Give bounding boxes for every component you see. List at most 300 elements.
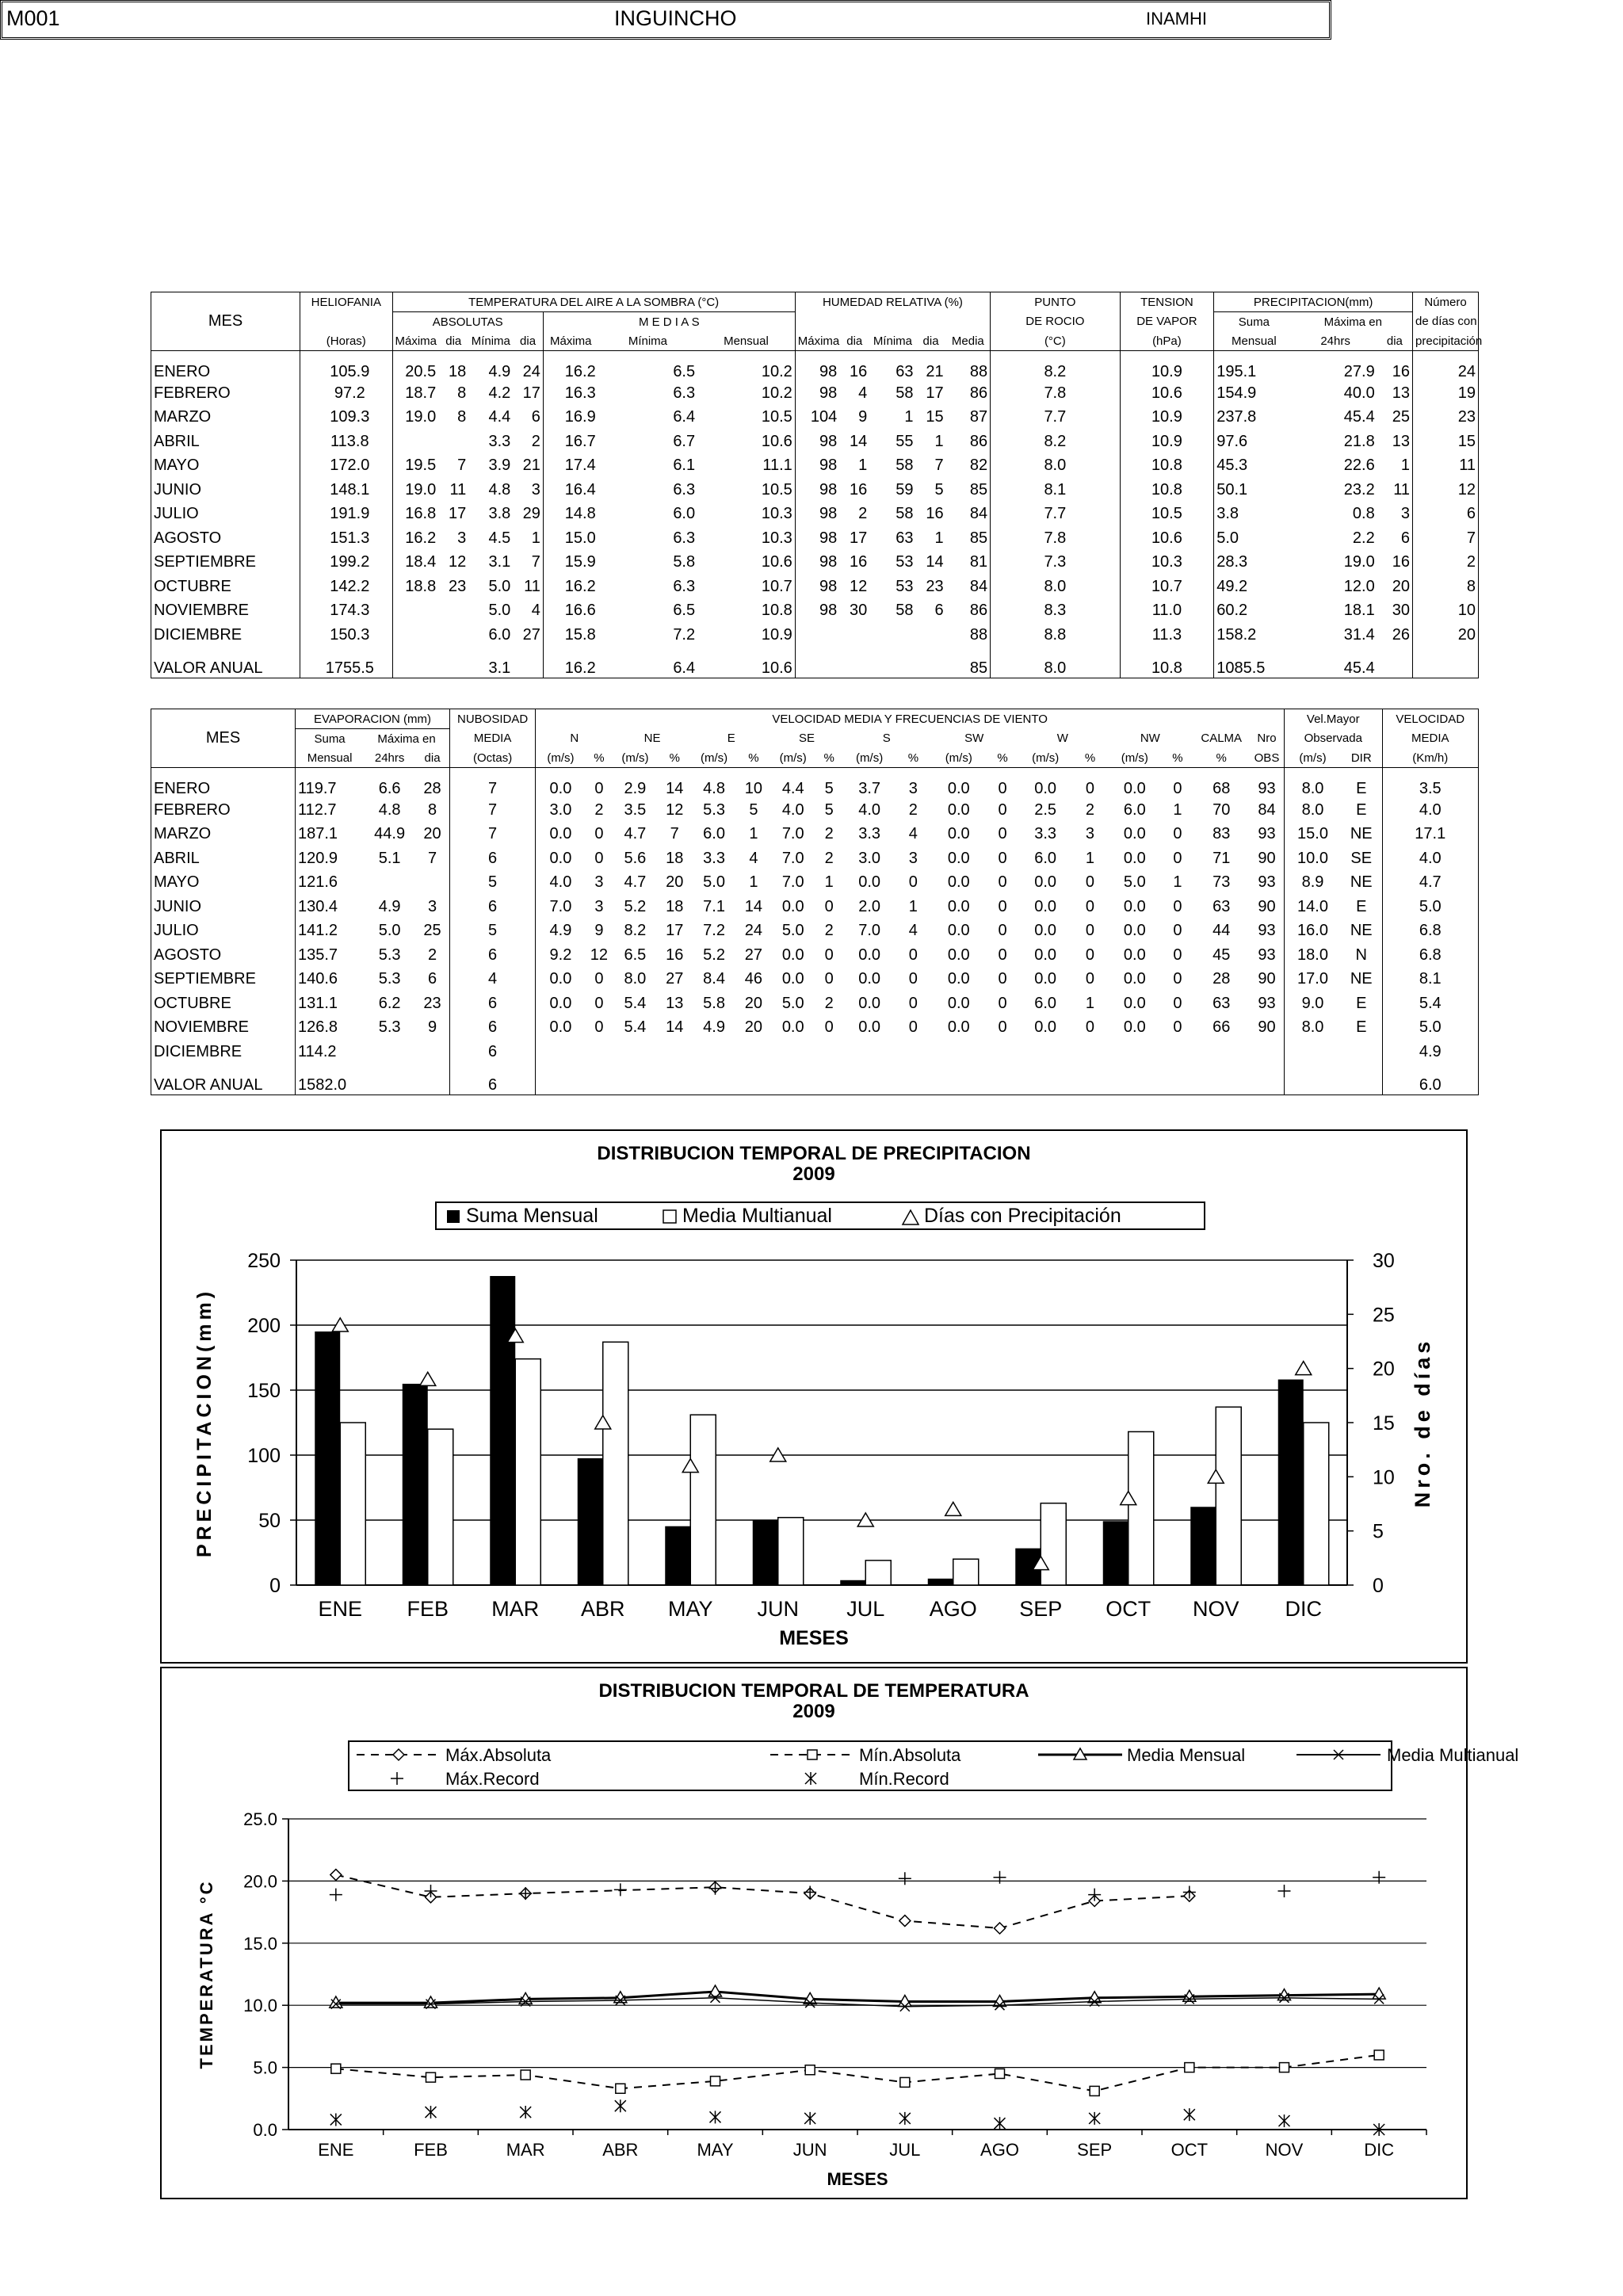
cell-value: 6.0 [703,825,725,843]
bar-suma-mensual [1278,1380,1304,1585]
cell-value: 3 [896,768,930,799]
cell-value: 16.7 [543,430,598,454]
cell-value: 0.0 [1123,994,1146,1012]
cell-value: 3.0 [858,849,881,867]
cell-value: 20 [415,823,449,847]
cell-value: 10.5 [697,406,795,430]
cell-value: 11.3 [1120,623,1214,648]
month-label: JUNIO [151,895,296,919]
x-tick-label: ENE [318,2140,354,2160]
cell-value: 18 [438,351,468,382]
cell-value: 10.8 [1120,648,1214,678]
y2-axis-label: Nro. de días [1411,1337,1434,1508]
cell-value: 120.9 [295,846,364,871]
cell-value [869,648,915,678]
marker-plus [804,1886,816,1899]
month-label: MARZO [151,823,296,847]
cell-value: 16 [1377,551,1413,575]
cell-value: 10.3 [1120,551,1214,575]
table-row [151,1016,1479,1041]
cell-value [438,648,468,678]
cell-value: 5 [449,871,535,896]
marker-star [1089,2112,1100,2125]
cell-value: 1 [858,457,868,475]
marker-star [995,2117,1006,2130]
cell-value: 0.0 [1123,1018,1146,1037]
cell-value: 13 [666,994,684,1012]
station-code: M001 [6,6,60,30]
cell-value: 150.3 [300,623,392,648]
cell-value: 88 [946,351,991,382]
cell-value: 10.5 [697,478,795,502]
cell-value: 4 [858,384,868,402]
cell-value: 98 [819,457,838,475]
cell-value: 1 [904,408,914,426]
cell-value: 6.8 [1382,919,1479,944]
cell-value [1285,1040,1341,1064]
series-line-1 [336,2055,1379,2091]
cell-value: 90 [1250,1016,1285,1041]
annual-row [151,1064,1479,1095]
h-pct: % [1162,748,1193,768]
cell-value: 8.1 [1382,968,1479,992]
cell-value: 93 [1250,871,1285,896]
x-tick-label: SEP [1077,2140,1113,2160]
cell-value: 16 [1377,351,1413,382]
cell-value: 58 [896,505,914,523]
cell-value: 0 [594,970,604,988]
cell-value: 4.9 [703,1018,725,1037]
cell-value: 0.8 [1352,505,1375,523]
cell-value: 19.0 [392,406,438,430]
cell-value: 21 [916,351,946,382]
cell-value: 0.0 [781,970,804,988]
cell-value: 135.7 [295,943,364,968]
cell-value: 7 [449,823,535,847]
cell-value [771,1040,815,1064]
cell-value: 20 [1377,575,1413,599]
cell-value: 7.2 [673,625,696,644]
y-tick-label: 10.0 [243,1996,277,2016]
cell-value: 0.0 [781,897,804,915]
cell-value: 28 [1212,970,1231,988]
x-tick-label: AGO [929,1597,977,1621]
cell-value: 1582.0 [295,1064,364,1095]
cell-value: 6 [1413,502,1479,527]
cell-value: 9 [858,408,868,426]
marker-square [426,2073,436,2082]
cell-value: 3.5 [1382,768,1479,799]
cell-value: 16.9 [543,406,598,430]
marker-square [1185,2063,1194,2073]
bar-media-multianual [778,1518,804,1585]
legend-label: Máx.Absoluta [445,1745,552,1765]
annual-row [151,648,1479,678]
cell-value: 3.0 [549,800,572,819]
cell-value: 93 [1250,991,1285,1016]
cell-value: 2 [531,432,540,450]
cell-value: 10.6 [1120,526,1214,551]
cell-value: 28 [415,768,449,799]
cell-value [364,1040,415,1064]
cell-value: 2 [594,800,604,819]
x-tick-label: FEB [407,1597,449,1621]
cell-value: 119.7 [295,768,364,799]
cell-value: 5.0 [488,577,511,595]
y-tick-label: 5.0 [253,2057,277,2078]
cell-value [438,599,468,624]
cell-value: 7.0 [781,849,804,867]
h-tmin-med: Mínima [598,331,697,351]
h-calma-pct: % [1193,748,1249,768]
cell-value: 4.8 [378,800,401,819]
cell-value: 172.0 [300,454,392,479]
cell-value: 10.7 [697,575,795,599]
cell-value: 18.7 [392,381,438,406]
cell-value: 5.4 [1382,991,1479,1016]
cell-value [364,1064,415,1095]
h-dir-w: W [1056,732,1068,746]
h-evap-dia: dia [415,748,449,768]
x-tick-label: SEP [1019,1597,1063,1621]
cell-value: 2 [415,943,449,968]
cell-value: 16.6 [543,599,598,624]
cell-value: 3 [908,849,918,867]
cell-value: 17 [926,384,944,402]
cell-value: 191.9 [300,502,392,527]
cell-value [869,623,915,648]
cell-value: 4.2 [488,384,511,402]
cell-value: 9.2 [549,946,572,964]
h-tension-unit: (hPa) [1120,331,1214,351]
cell-value: 7.8 [991,381,1120,406]
cell-value [392,623,438,648]
h-ms: (m/s) [536,748,586,768]
marker-plus [519,1887,532,1900]
cell-value: 8.0 [991,648,1120,678]
cell-value: N [1341,943,1382,968]
cell-value: 0 [908,1018,918,1037]
cell-value: 4.0 [1382,798,1479,823]
cell-value [736,1064,770,1095]
cell-value: 45.3 [1216,457,1248,475]
cell-value: 10.8 [1120,454,1214,479]
cell-value [513,648,543,678]
h-vel-unit: (Km/h) [1382,748,1479,768]
marker-star [1184,2108,1195,2121]
cell-value: 1 [1173,800,1182,819]
x-tick-label: JUL [846,1597,885,1621]
cell-value: 0 [908,946,918,964]
x-tick-label: MAY [667,1597,713,1621]
table-row [151,599,1479,624]
cell-value: 44.9 [374,825,406,843]
cell-value: 15.8 [543,623,598,648]
h-tmens: Mensual [697,331,795,351]
h-pct: % [736,748,770,768]
cell-value: 5.3 [378,946,401,964]
chart-title: DISTRIBUCION TEMPORAL DE TEMPERATURA [598,1680,1029,1702]
cell-value: 5.3 [703,800,725,819]
legend-swatch-media [663,1210,676,1223]
h-pct: % [987,748,1018,768]
month-label: OCTUBRE [151,991,296,1016]
cell-value: 6.3 [673,577,696,595]
cell-value [1413,648,1479,678]
cell-value [815,1040,843,1064]
h-ms: (m/s) [930,748,987,768]
y-tick-label: 200 [247,1315,281,1337]
cell-value: 16 [850,480,868,499]
cell-value: 12 [449,553,467,571]
wind-table [151,709,1479,1095]
cell-value: 0.0 [781,1018,804,1037]
cell-value: 45 [1212,946,1231,964]
h-vmax-2: Observada [1285,729,1382,749]
h-ndias-2: de días con [1413,312,1479,332]
cell-value: 13 [1377,381,1413,406]
cell-value: 20 [744,1018,763,1037]
cell-value: 113.8 [300,430,392,454]
cell-value: 3.1 [488,553,511,571]
cell-value: 7 [449,798,535,823]
cell-value: 3.1 [468,648,513,678]
cell-value: 4.9 [468,351,513,382]
cell-value: 1 [1173,873,1182,892]
marker-plus [330,1889,342,1901]
cell-value: 15.9 [543,551,598,575]
cell-value: 21.8 [1343,432,1375,450]
h-dia: dia [438,331,468,351]
cell-value: 86 [946,430,991,454]
cell-value: 3 [531,480,540,499]
cell-value: 68 [1193,768,1249,799]
point-dias-precipitacion [945,1502,961,1515]
cell-value: 81 [946,551,991,575]
cell-value: 23 [926,577,944,595]
cell-value [1341,1064,1382,1095]
cell-value [815,1064,843,1095]
h-nro-obs: OBS [1250,748,1285,768]
cell-value [916,623,946,648]
cell-value: E [1341,768,1382,799]
bar-suma-mensual [403,1384,428,1585]
cell-value: 0.0 [1018,768,1073,799]
h-tmax-abs: Máxima [392,331,438,351]
cell-value: 0 [998,970,1007,988]
cell-value: 26 [1377,623,1413,648]
table-row [151,871,1479,896]
cell-value: E [1341,1016,1382,1041]
x-axis-label: MESES [827,2169,888,2189]
cell-value [1018,1040,1073,1064]
cell-value: 0.0 [549,994,572,1012]
cell-value: 112.7 [295,798,364,823]
cell-value: 3 [594,897,604,915]
cell-value: 93 [1250,919,1285,944]
cell-value: 0 [1085,946,1095,964]
month-label: ENERO [151,351,300,382]
cell-value: 140.6 [295,968,364,992]
cell-value: 5.0 [703,873,725,892]
cell-value: 4.8 [692,768,736,799]
cell-value: 21 [522,457,540,475]
cell-value: 104 [810,408,838,426]
cell-value: 10.9 [1120,430,1214,454]
cell-value: 10.8 [1120,478,1214,502]
cell-value: 0 [998,825,1007,843]
h-dir-n: N [570,732,579,746]
cell-value: 0.0 [1034,1018,1057,1037]
cell-value: 84 [946,575,991,599]
cell-value: 5 [815,768,843,799]
cell-value: 6 [449,1064,535,1095]
y-axis-label: PRECIPITACION(mm) [193,1287,216,1558]
h-prec-mensual: Mensual [1214,331,1294,351]
cell-value: 5.4 [624,994,647,1012]
cell-value: 3 [457,529,467,547]
cell-value [1073,1064,1107,1095]
cell-value: 86 [946,381,991,406]
marker-square [805,2065,815,2075]
cell-value: 18.1 [1343,602,1375,620]
legend-label: Suma Mensual [466,1205,598,1227]
marker-square [1374,2050,1384,2060]
cell-value [843,1040,896,1064]
month-label: DICIEMBRE [151,623,300,648]
cell-value: 0.0 [549,825,572,843]
y-tick-label: 25.0 [243,1809,277,1829]
marker-star [615,2099,626,2112]
cell-value [1107,1064,1162,1095]
cell-value: 4.0 [549,873,572,892]
h-nub-unit: (Octas) [449,748,535,768]
y2-tick-label: 5 [1373,1520,1384,1543]
bar-media-multianual [1304,1423,1329,1585]
cell-value: 10.9 [697,623,795,648]
table-row [151,895,1479,919]
cell-value: 0 [824,897,834,915]
cell-value: 2 [1085,800,1095,819]
cell-value: 93 [1250,768,1285,799]
h-ms: (m/s) [613,748,657,768]
cell-value: 4 [908,825,918,843]
cell-value [987,1064,1018,1095]
cell-value: 8.4 [703,970,725,988]
cell-value [658,1064,692,1095]
x-tick-label: NOV [1192,1597,1239,1621]
cell-value [771,1064,815,1095]
cell-value: 16.2 [543,351,598,382]
cell-value: 58 [896,384,914,402]
cell-value: 0.0 [947,970,970,988]
month-label: JUNIO [151,478,300,502]
table-row [151,406,1479,430]
table-row [151,526,1479,551]
cell-value: 85 [946,648,991,678]
cell-value: 0 [1073,768,1107,799]
cell-value: 23 [415,991,449,1016]
h-ms: (m/s) [771,748,815,768]
cell-value: 9 [594,922,604,940]
month-label: ABRIL [151,846,296,871]
cell-value: 97.2 [300,381,392,406]
table-row [151,454,1479,479]
cell-value: 0 [1085,873,1095,892]
table-row [151,351,1479,382]
h-dir-s: S [882,732,891,746]
cell-value: 18.8 [392,575,438,599]
h-tmax-med: Máxima [543,331,598,351]
station-name: INGUINCHO [614,6,737,30]
bar-suma-mensual [753,1520,778,1585]
x-tick-label: JUN [792,2140,827,2160]
cell-value: 6.3 [673,480,696,499]
cell-value: 17.4 [543,454,598,479]
h-temp: TEMPERATURA DEL AIRE A LA SOMBRA (°C) [392,292,795,312]
cell-value: 7 [415,846,449,871]
cell-value: 8.0 [1301,1018,1324,1037]
h-dia: dia [839,331,869,351]
cell-value: 3.9 [488,457,511,475]
cell-value: 46 [744,970,763,988]
cell-value: 6.1 [673,457,696,475]
marker-square [711,2076,720,2086]
h-prec-suma: Suma [1214,312,1294,332]
cell-value: 90 [1250,968,1285,992]
cell-value: 17.0 [1297,970,1328,988]
cell-value: NE [1341,823,1382,847]
marker-plus [994,1871,1006,1884]
cell-value: E [1341,991,1382,1016]
cell-value: 73 [1212,873,1231,892]
cell-value: 45.4 [1343,408,1375,426]
cell-value: 0 [998,873,1007,892]
x-tick-label: MAR [491,1597,540,1621]
month-label: VALOR ANUAL [151,648,300,678]
h-tmin-abs: Mínima [468,331,513,351]
h-prec: PRECIPITACION(mm) [1214,292,1413,312]
cell-value: 98 [819,602,838,620]
cell-value: 16.2 [543,648,598,678]
legend-label: Mín.Absoluta [859,1745,961,1765]
cell-value: 5.0 [1123,873,1146,892]
cell-value: 6 [415,968,449,992]
cell-value: 0 [1162,768,1193,799]
cell-value [1250,1040,1285,1064]
cell-value: 17.1 [1382,823,1479,847]
cell-value: 25 [415,919,449,944]
h-tension: TENSION [1120,292,1214,312]
cell-value: 8.9 [1301,873,1324,892]
month-label: MAYO [151,454,300,479]
cell-value: 5.2 [624,897,647,915]
cell-value: 1 [1085,994,1095,1012]
marker-star [899,2112,911,2125]
cell-value: 0.0 [947,1018,970,1037]
cell-value: 7.0 [781,873,804,892]
cell-value: 84 [946,502,991,527]
cell-value: 20.5 [392,351,438,382]
cell-value: 0 [998,1018,1007,1037]
cell-value: 6 [449,1016,535,1041]
marker-star [520,2106,531,2118]
cell-value: 6.5 [624,946,647,964]
cell-value: 7.7 [991,406,1120,430]
bar-media-multianual [1128,1431,1154,1585]
cell-value [839,623,869,648]
cell-value: 49.2 [1216,577,1248,595]
